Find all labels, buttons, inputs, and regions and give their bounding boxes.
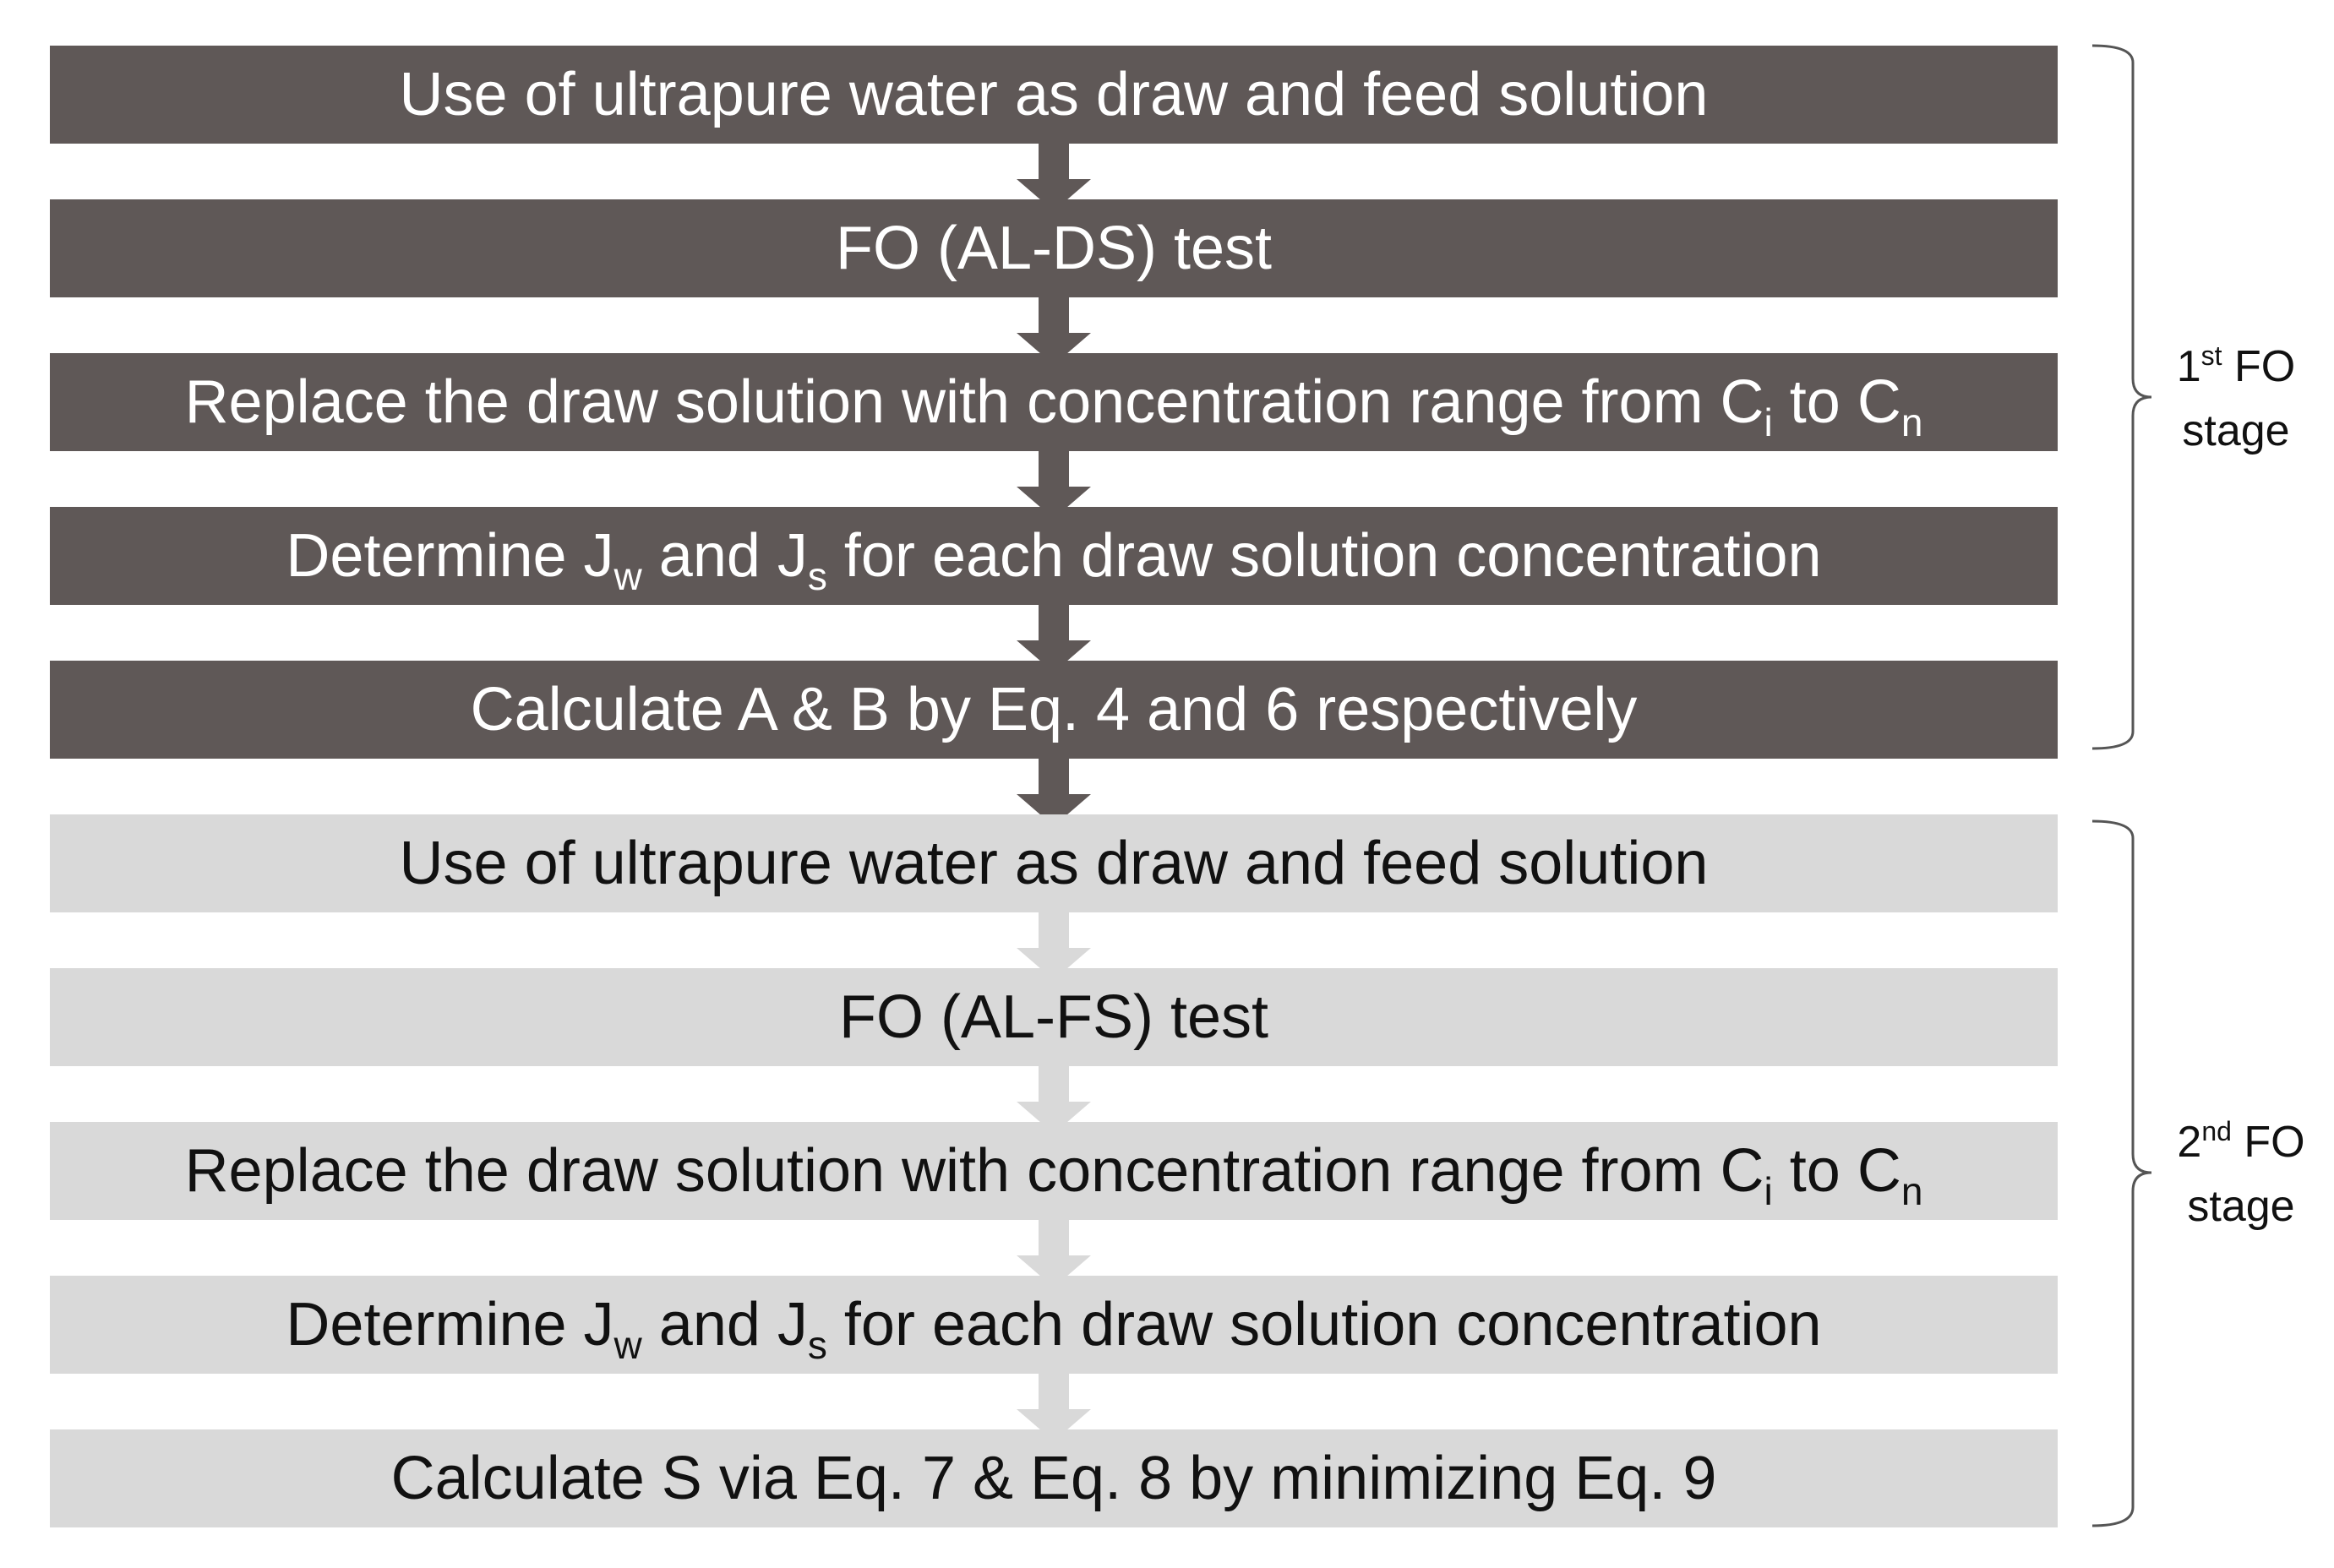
stage1-step2-text: FO (AL-DS) test (835, 215, 1273, 282)
stage1-step1-text: Use of ultrapure water as draw and feed solution (399, 61, 1709, 128)
stage2-step3-text: Replace the draw solution with concentration range from $C_i$ to $C_n$ (184, 1137, 1923, 1214)
stage1-step4-text: Determine $J_w$ and $J_s$ for each draw solution concentration (286, 522, 1822, 599)
stage1-label: 1st FO stage (2176, 340, 2296, 455)
stage1-step3-text: Replace the draw solution with concentration range from $C_i$ to $C_n$ (184, 368, 1923, 445)
stage2-label: 2nd FO stage (2177, 1115, 2305, 1231)
stage2-step2-text: FO (AL-FS) test (838, 983, 1269, 1051)
stage2-step1-text: Use of ultrapure water as draw and feed solution (399, 830, 1709, 897)
stage1-bracket (2092, 46, 2151, 749)
stage1-step5-text: Calculate A & B by Eq. 4 and 6 respectively (470, 676, 1638, 743)
stage2-step4-text: Determine $J_w$ and $J_s$ for each draw solution concentration (286, 1291, 1822, 1368)
stage2-step5-text: Calculate S via Eq. 7 & Eq. 8 by minimizing Eq. 9 (390, 1445, 1717, 1512)
stage2-bracket (2092, 821, 2151, 1526)
